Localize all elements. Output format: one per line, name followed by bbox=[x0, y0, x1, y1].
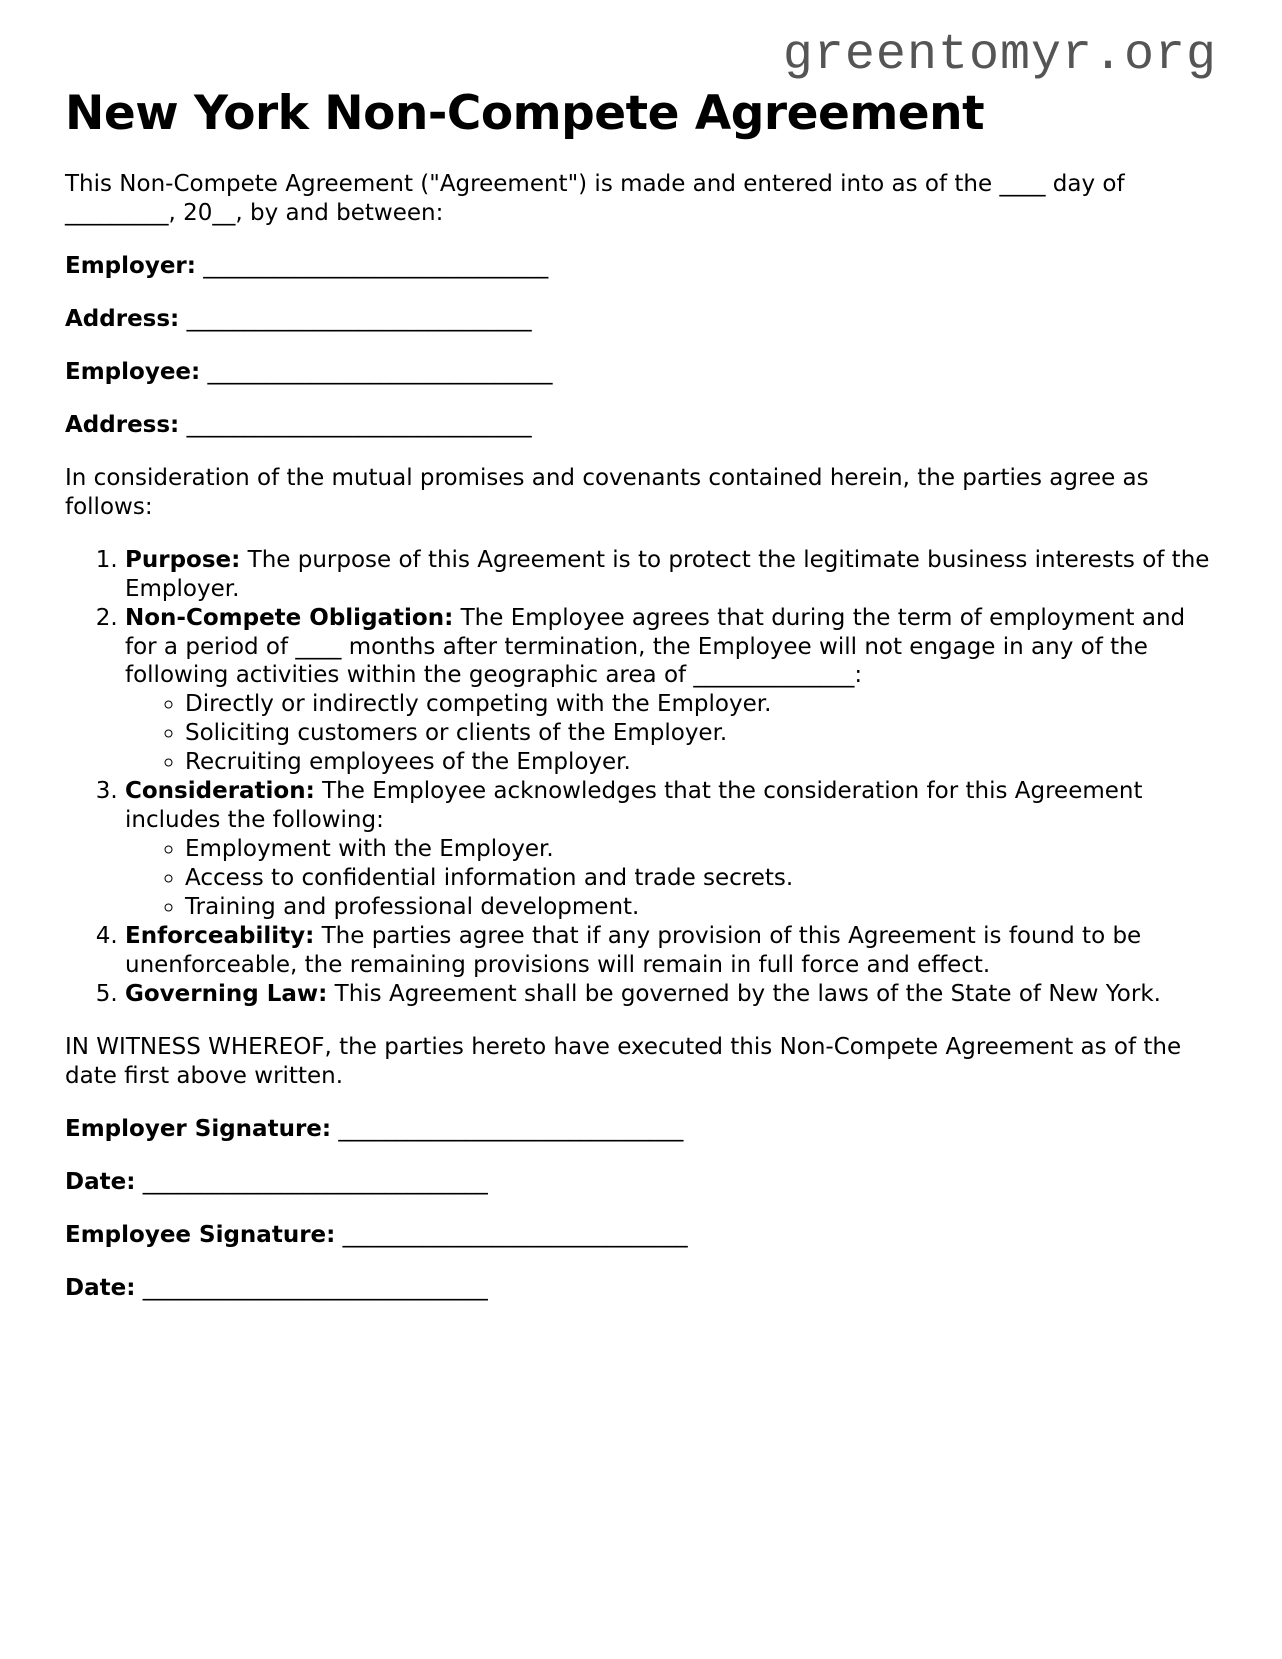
signature-employer-date bbox=[65, 1168, 1217, 1197]
signature-employee-date bbox=[65, 1274, 1217, 1303]
consideration-item: ◦ Employment with the Employer. bbox=[185, 835, 1217, 864]
field-employer-label: Employer: bbox=[65, 252, 196, 279]
clause-enforceability bbox=[125, 922, 1217, 980]
clause-enforceability-text: The parties agree that if any provision of this Agreement is found to be unenforceable, the remaining provisions will remain in full force and effect. bbox=[125, 923, 1142, 979]
clause-governing-law-label: Governing Law: bbox=[125, 981, 328, 1008]
signature-employer-date-blank-line: ______________________________ bbox=[142, 1169, 488, 1195]
watermark: greentomyr.org bbox=[782, 27, 1217, 84]
field-employer-blank-line: ______________________________ bbox=[203, 252, 549, 279]
consideration-item: ◦ Access to confidential information and trade secrets. bbox=[185, 864, 1217, 893]
field-employee-label: Employee: bbox=[65, 358, 201, 385]
clause-purpose bbox=[125, 546, 1217, 604]
activity-item: ◦ Soliciting customers or clients of the Employer. bbox=[185, 719, 1217, 748]
signature-employee-blank-line: ______________________________ bbox=[342, 1221, 688, 1248]
field-employer-address-label: Address: bbox=[65, 305, 180, 332]
clause-consideration bbox=[125, 777, 1217, 922]
clause-purpose-label: Purpose: bbox=[125, 546, 241, 573]
field-employer bbox=[65, 252, 1217, 281]
clause-purpose-text: The purpose of this Agreement is to protect the legitimate business interests of the Employer. bbox=[125, 546, 1210, 602]
activity-item: ◦ Directly or indirectly competing with the Employer. bbox=[185, 690, 1217, 719]
clause-non-compete-obligation-label: Non-Compete Obligation: bbox=[125, 604, 454, 631]
clause-enforceability-label: Enforceability: bbox=[125, 923, 315, 950]
clauses-list bbox=[65, 546, 1217, 1010]
field-employer-address-blank-line: ______________________________ bbox=[186, 305, 532, 332]
signature-employee-date-label: Date: bbox=[65, 1274, 136, 1301]
signature-employer-label: Employer Signature: bbox=[65, 1116, 332, 1143]
field-employer-address bbox=[65, 305, 1217, 334]
clause-consideration-label: Consideration: bbox=[125, 778, 315, 805]
field-employee-address bbox=[65, 411, 1217, 440]
witness-paragraph: IN WITNESS WHEREOF, the parties hereto have executed this Non-Compete Agreement as of the date first above written. bbox=[65, 1034, 1182, 1090]
signature-employer bbox=[65, 1115, 1217, 1144]
intro-paragraph: This Non-Compete Agreement ("Agreement") is made and entered into as of the ____ day of _________, 20__, by and between: bbox=[65, 170, 1125, 226]
clause-consideration-text: The Employee acknowledges that the consideration for this Agreement includes the following: bbox=[125, 778, 1143, 834]
consideration-items-list bbox=[125, 835, 1217, 922]
clause-non-compete-obligation-text: The Employee agrees that during the term of employment and for a period of ____ months after termination, the Employee will not engage in any of the following activities within the geographic area of ______________: bbox=[125, 604, 1186, 689]
non-compete-activities-list bbox=[125, 690, 1217, 777]
field-employee-address-blank-line: ______________________________ bbox=[186, 411, 532, 438]
activity-item: ◦ Recruiting employees of the Employer. bbox=[185, 748, 1217, 777]
signature-employer-date-label: Date: bbox=[65, 1169, 136, 1195]
signature-employee-date-blank-line: ______________________________ bbox=[142, 1274, 488, 1301]
clause-governing-law-text: This Agreement shall be governed by the laws of the State of New York. bbox=[334, 981, 1161, 1008]
page-title: New York Non-Compete Agreement bbox=[65, 85, 985, 141]
consideration-paragraph: In consideration of the mutual promises and covenants contained herein, the parties agree as follows: bbox=[65, 464, 1149, 520]
consideration-item: ◦ Training and professional development. bbox=[185, 893, 1217, 922]
signature-employer-blank-line: ______________________________ bbox=[338, 1116, 684, 1143]
field-employee bbox=[65, 358, 1217, 387]
signature-employee bbox=[65, 1221, 1217, 1250]
clause-non-compete-obligation bbox=[125, 604, 1217, 778]
field-employee-blank-line: ______________________________ bbox=[207, 358, 553, 385]
clause-governing-law bbox=[125, 980, 1217, 1009]
field-employee-address-label: Address: bbox=[65, 411, 180, 438]
signature-employee-label: Employee Signature: bbox=[65, 1221, 336, 1248]
